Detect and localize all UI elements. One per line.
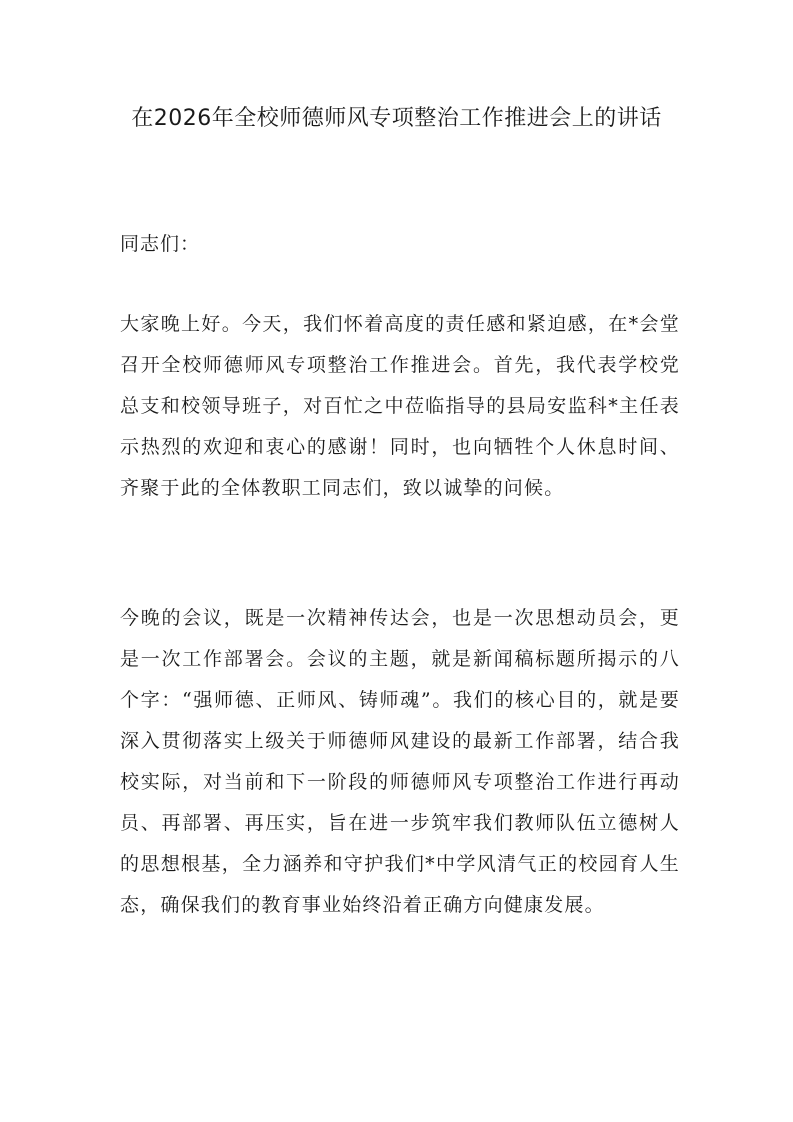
document-title: 在2026年全校师德师风专项整治工作推进会上的讲话: [131, 106, 662, 131]
paragraph-1: 大家晚上好。今天，我们怀着高度的责任感和紧迫感，在*会堂召开全校师德师风专项整治工作推进会。首先，我代表学校党总支和校领导班子，对百忙之中莅临指导的县局安监科*主任表示热烈的欢迎和衷心的感谢！同时，也向牺牲个人休息时间、齐聚于此的全体教职工同志们，致以诚挚的问候。: [120, 313, 680, 499]
salutation: 同志们：: [120, 233, 201, 255]
paragraph-2: 今晚的会议，既是一次精神传达会，也是一次思想动员会，更是一次工作部署会。会议的主题，就是新闻稿标题所揭示的八个字：“强师德、正师风、铸师魂”。我们的核心目的，就是要深入贯彻落实上级关于师德师风建设的最新工作部署，结合我校实际，对当前和下一阶段的师德师风专项整治工作进行再动员、再部署、再压实，旨在进一步筑牢我们教师队伍立德树人的思想根基，全力涵养和守护我们*中学风清气正的校园育人生态，确保我们的教育事业始终沿着正确方向健康发展。: [120, 607, 680, 916]
